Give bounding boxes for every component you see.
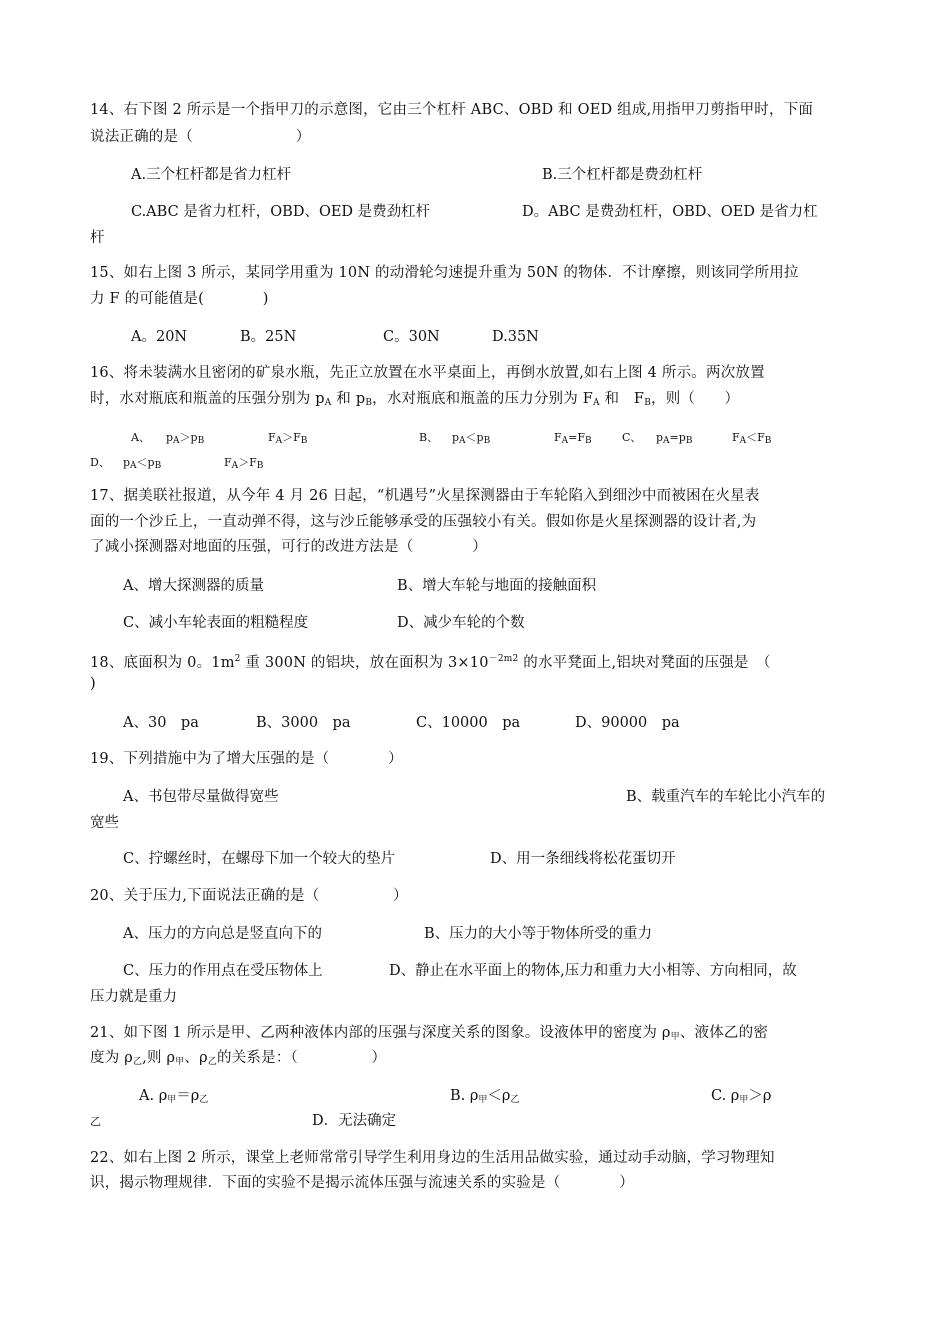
q22-stem-line2: 识，揭示物理规律．下面的实验不是揭示流体压强与流速关系的实验是（ ）	[90, 1175, 634, 1191]
q16-option-c-pressure: pA=pB	[656, 431, 693, 446]
q19-stem-line1: 19、下列措施中为了增大压强的是（ ）	[90, 751, 403, 767]
q21-stem-line1: 21、如下图 1 所示是甲、乙两种液体内部的压强与深度关系的图象。设液体甲的密度为 ρ甲、液体乙的密	[90, 1025, 769, 1042]
q14-option-d-wrap: 杆	[90, 230, 105, 246]
q14-stem-line2: 说法正确的是（ ）	[90, 129, 311, 145]
q16-option-d-force: FA＞FB	[224, 456, 264, 471]
q20-option-b: B、压力的大小等于物体所受的重力	[424, 926, 653, 942]
q16-stem-line2: 时，水对瓶底和瓶盖的压强分别为 pA 和 pB，水对瓶底和瓶盖的压力分别为 FA 和 FB，则（ ）	[90, 391, 740, 408]
q18-option-b: B、3000 pa	[256, 715, 351, 731]
q19-option-b: B、载重汽车的车轮比小汽车的	[626, 789, 826, 805]
q19-option-a: A、书包带尽量做得宽些	[123, 789, 279, 805]
q16-option-a-label: A、	[131, 431, 150, 444]
q21-option-c: C. ρ甲＞ρ	[711, 1088, 772, 1105]
q20-option-d: D、静止在水平面上的物体,压力和重力大小相等、方向相同，故	[389, 963, 797, 979]
q21-option-c-wrap: 乙	[90, 1115, 101, 1128]
q19-option-c: C、拧螺丝时，在螺母下加一个较大的垫片	[123, 851, 396, 867]
q18-option-a: A、30 pa	[123, 715, 199, 731]
q16-stem-line1: 16、将未装满水且密闭的矿泉水瓶，先正立放置在水平桌面上，再倒水放置,如右上图 4 所示。两次放置	[90, 365, 765, 381]
q16-option-c-force: FA＜FB	[732, 431, 772, 446]
q14-option-d: D。ABC 是费劲杠杆，OBD、OED 是省力杠	[522, 204, 818, 220]
q15-option-a: A。20N	[131, 329, 188, 345]
q20-option-d-wrap: 压力就是重力	[90, 989, 177, 1005]
q21-option-d: D．无法确定	[312, 1113, 397, 1129]
q15-stem-line2: 力 F 的可能值是( )	[90, 291, 269, 307]
q16-option-a-force: FA＞FB	[268, 431, 308, 446]
q20-stem-line1: 20、关于压力,下面说法正确的是（ ）	[90, 888, 408, 904]
q16-option-b-pressure: pA＜pB	[452, 431, 491, 446]
q17-option-a: A、增大探测器的质量	[123, 578, 264, 594]
q15-option-c: C。30N	[383, 329, 440, 345]
q14-option-b: B.三个杠杆都是费劲杠杆	[542, 167, 703, 183]
q16-option-c-label: C、	[622, 431, 642, 444]
q17-stem-line1: 17、据美联社报道，从今年 4 月 26 日起，“机遇号”火星探测器由于车轮陷入到细沙中而被困在火星表	[90, 488, 760, 504]
q16-option-d-label: D、	[90, 456, 110, 469]
q16-option-b-force: FA=FB	[554, 431, 592, 446]
q15-stem-line1: 15、如右上图 3 所示，某同学用重为 10N 的动滑轮匀速提升重为 50N 的物体．不计摩擦，则该同学所用拉	[90, 265, 799, 281]
q15-option-b: B。25N	[240, 329, 297, 345]
q18-option-c: C、10000 pa	[416, 715, 521, 731]
q18-stem-line2: )	[90, 676, 96, 692]
q20-option-a: A、压力的方向总是竖直向下的	[123, 926, 322, 942]
q21-option-a: A. ρ甲＝ρ乙	[139, 1088, 209, 1105]
q14-option-c: C.ABC 是省力杠杆，OBD、OED 是费劲杠杆	[131, 204, 431, 220]
q15-option-d: D.35N	[492, 329, 539, 345]
q16-option-b-label: B、	[419, 431, 439, 444]
q17-option-b: B、增大车轮与地面的接触面积	[397, 578, 597, 594]
q18-stem-line1: 18、底面积为 0。$1m^2$ 重 300N 的铝块，放在面积为 $3\times 10^{-2m2}$ 的水平凳面上,铝块对凳面的压强是 （	[90, 654, 771, 671]
q20-option-c: C、压力的作用点在受压物体上	[123, 963, 323, 979]
q14-option-a: A.三个杠杆都是省力杠杆	[131, 167, 292, 183]
q17-option-d: D、减少车轮的个数	[397, 615, 525, 631]
q18-option-d: D、90000 pa	[575, 715, 680, 731]
q14-stem-line1: 14、右下图 2 所示是一个指甲刀的示意图，它由三个杠杆 ABC、OBD 和 OED 组成,用指甲刀剪指甲时，下面	[90, 102, 814, 118]
q16-option-a-pressure: pA＞pB	[166, 431, 205, 446]
q21-stem-line2: 度为 ρ乙,则 ρ甲、ρ乙的关系是：（ ）	[90, 1050, 387, 1067]
q19-option-b-wrap: 宽些	[90, 815, 119, 831]
q17-stem-line2: 面的一个沙丘上，一直动弹不得，这与沙丘能够承受的压强较小有关。假如你是火星探测器的设计者,为	[90, 514, 757, 530]
q16-option-d-pressure: pA＜pB	[123, 456, 162, 471]
q17-stem-line3: 了减小探测器对地面的压强，可行的改进方法是（ ）	[90, 539, 487, 555]
q17-option-c: C、减小车轮表面的粗糙程度	[123, 615, 309, 631]
q19-option-d: D、用一条细线将松花蛋切开	[490, 851, 676, 867]
q21-option-b: B. ρ甲＜ρ乙	[450, 1088, 520, 1105]
q22-stem-line1: 22、如右上图 2 所示，课堂上老师常常引导学生利用身边的生活用品做实验，通过动手动脑，学习物理知	[90, 1150, 775, 1166]
